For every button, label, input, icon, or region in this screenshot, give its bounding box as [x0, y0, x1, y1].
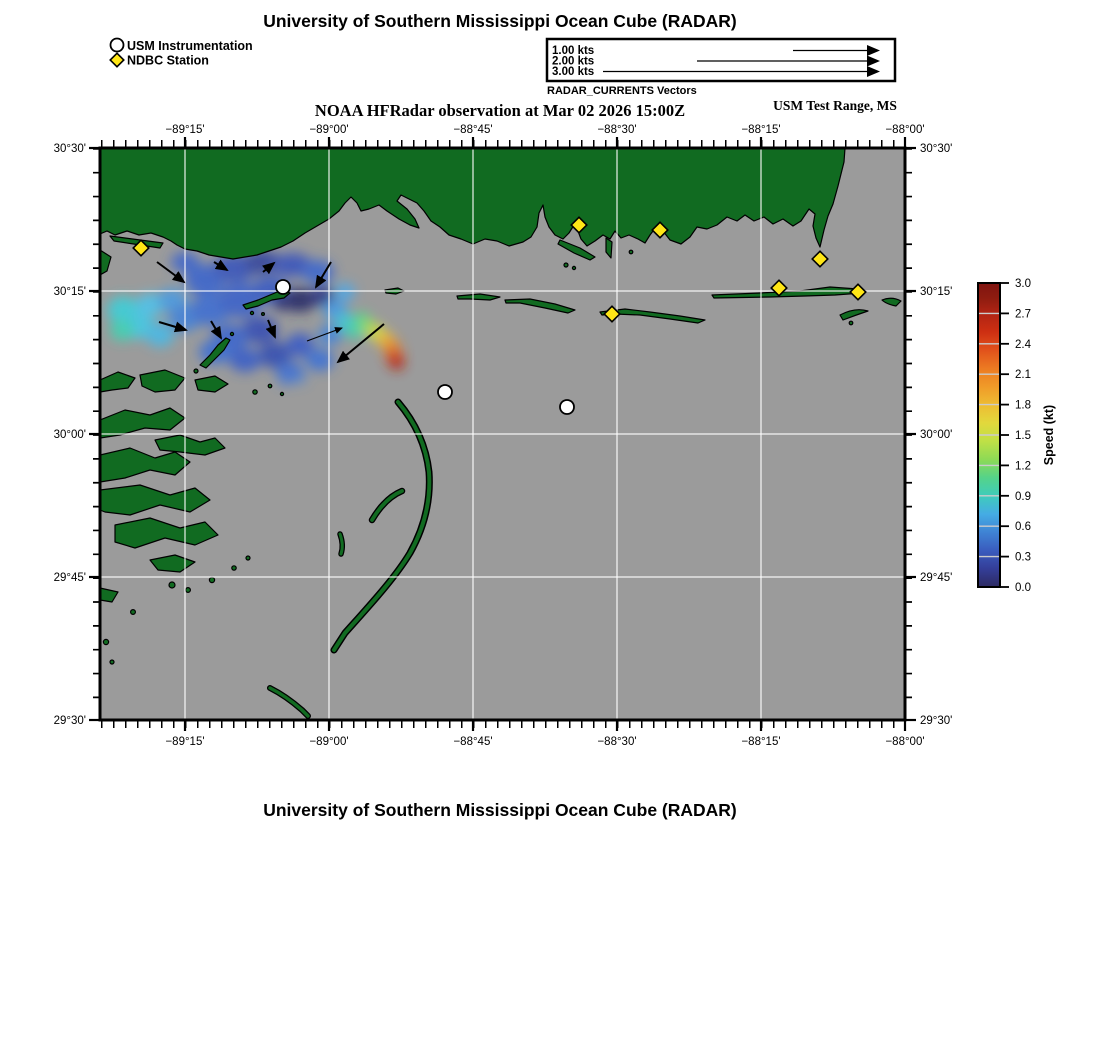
lat-tick-label: 29°45' [920, 572, 953, 584]
lon-tick-label: −88°00' [885, 736, 925, 748]
colorbar-tick-label: 0.0 [1015, 582, 1031, 594]
lon-tick-label: −89°00' [309, 124, 349, 136]
colorbar-tick-label: 2.1 [1015, 369, 1031, 382]
page-title: University of Southern Mississippi Ocean Cube (RADAR) [263, 11, 737, 31]
lat-tick-label: 30°00' [53, 429, 86, 441]
lat-axis-left [54, 143, 86, 727]
colorbar-tick-label: 2.7 [1015, 308, 1031, 321]
colorbar-title: Speed (kt) [1042, 404, 1056, 466]
lon-tick-label: −89°15' [165, 736, 205, 748]
lat-tick-label: 29°30' [53, 715, 86, 727]
colorbar-tick-label: 0.3 [1015, 551, 1031, 564]
colorbar-tick-label: 2.4 [1015, 338, 1031, 351]
lon-tick-label: −88°30' [597, 736, 637, 748]
lat-tick-label: 30°30' [53, 143, 86, 155]
colorbar-ticks [1001, 283, 1009, 587]
observation-title: NOAA HFRadar observation at Mar 02 2026 15:00Z [314, 101, 686, 120]
lat-tick-label: 30°15' [920, 286, 953, 298]
lat-tick-label: 29°45' [53, 572, 86, 584]
lon-tick-label: −88°00' [885, 124, 925, 136]
colorbar-tick-label: 1.5 [1015, 430, 1031, 442]
vector-scale-3kt: 3.00 kts [552, 66, 595, 78]
lon-tick-label: −88°45' [453, 124, 493, 136]
lon-tick-label: −88°45' [453, 736, 493, 748]
colorbar-labels [1015, 278, 1032, 594]
lon-axis-top [165, 124, 924, 136]
vector-scale-frame [547, 39, 895, 81]
ndbc-diamond-icon [110, 53, 124, 67]
lat-tick-label: 29°30' [920, 715, 953, 727]
footer-title: University of Southern Mississippi Ocean Cube (RADAR) [263, 800, 737, 820]
lat-tick-label: 30°30' [920, 143, 953, 155]
lon-tick-label: −88°15' [741, 124, 781, 136]
lon-tick-label: −89°15' [165, 124, 205, 136]
colorbar-tick-label: 0.6 [1015, 521, 1031, 534]
legend-ndbc-label: NDBC Station [127, 53, 209, 68]
lat-tick-label: 30°15' [53, 286, 86, 298]
colorbar-tick-label: 0.9 [1015, 490, 1031, 503]
vector-scale-caption: RADAR_CURRENTS Vectors [547, 85, 697, 97]
range-label: USM Test Range, MS [773, 98, 897, 113]
lon-axis-bottom [165, 736, 924, 748]
lon-tick-label: −88°30' [597, 124, 637, 136]
map-legend [110, 39, 252, 68]
vector-scale-1kt: 1.00 kts [552, 45, 595, 57]
lat-tick-label: 30°00' [920, 429, 953, 441]
colorbar-tick-label: 3.0 [1015, 278, 1031, 290]
lat-axis-right [920, 143, 952, 727]
map-area [100, 148, 905, 720]
colorbar-tick-label: 1.8 [1015, 399, 1031, 412]
lon-tick-label: −89°00' [309, 736, 349, 748]
colorbar [978, 278, 1056, 594]
colorbar-tick-label: 1.2 [1015, 460, 1031, 473]
usm-circle-icon [111, 39, 124, 52]
vector-scale-box [547, 39, 895, 97]
legend-usm-label: USM Instrumentation [127, 39, 253, 53]
lon-tick-label: −88°15' [741, 736, 781, 748]
vector-scale-2kt: 2.00 kts [552, 55, 595, 68]
